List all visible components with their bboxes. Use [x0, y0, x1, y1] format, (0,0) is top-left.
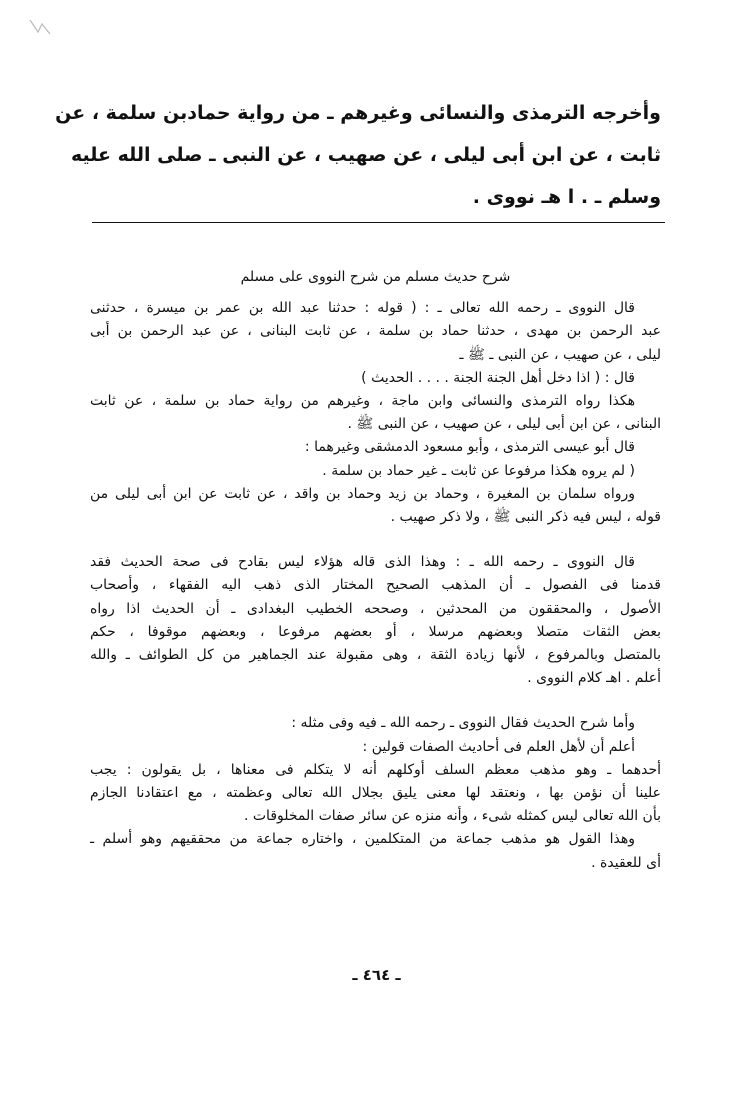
- text-line: قال النووى ـ رحمه الله ـ : وهذا الذى قاله هؤلاء ليس بقادح فى صحة الحديث فقد: [90, 554, 635, 571]
- top-line-1: وأخرجه الترمذى والنسائى وغيرهم ـ من رواية حمادبن سلمة ، عن: [55, 102, 661, 124]
- text-line: قال : ( اذا دخل أهل الجنة الجنة . . . . الحديث ): [361, 369, 635, 386]
- top-text-block: [55, 92, 661, 218]
- paragraph-3: [90, 712, 661, 874]
- top-line-3: وسلم ـ . ا هـ نووى .: [472, 186, 661, 208]
- text-line: البنانى ، عن ابن أبى ليلى ، عن صهيب ، عن النبى ﷺ .: [347, 416, 661, 433]
- text-line: قال النووى ـ رحمه الله تعالى ـ : ( قوله : حدثنا عبد الله بن عمر بن ميسرة ، حدثنى: [90, 300, 635, 317]
- text-line: قوله ، ليس فيه ذكر النبى ﷺ ، ولا ذكر صهيب .: [390, 509, 661, 526]
- text-line: علينا أن نؤمن بها ، ونعتقد لها معنى يليق بجلال الله تعالى وعظمته ، مع اعتقادنا الجازم: [90, 785, 661, 802]
- text-line: وهذا القول هو مذهب جماعة من المتكلمين ، واختاره جماعة من محققيهم وهو أسلم ـ: [90, 831, 635, 848]
- text-line: بأن الله تعالى ليس كمثله شىء ، وأنه منزه عن سائر صفات المخلوقات .: [243, 808, 661, 825]
- scan-corner-mark: [28, 16, 56, 38]
- section-heading: شرح حديث مسلم من شرح النووى على مسلم: [240, 269, 511, 285]
- paragraph-1: [90, 297, 661, 529]
- text-line: أى للعقيدة .: [591, 854, 661, 871]
- text-line: عبد الرحمن بن مهدى ، حدثنا حماد بن سلمة ، عن ثابت البنانى ، عن عبد الرحمن بن أبى: [90, 323, 661, 340]
- divider-rule: [92, 222, 665, 223]
- text-line: وأما شرح الحديث فقال النووى ـ رحمه الله ـ فيه وفى مثله :: [291, 715, 635, 732]
- text-line: قدمنا فى الفصول ـ أن المذهب الصحيح المختار الذى ذهب اليه الفقهاء ، وأصحاب: [90, 577, 661, 594]
- page-number: ـ ٤٦٤ ـ: [352, 966, 401, 984]
- text-line: الأصول ، والمحققون من المحدثين ، وصححه الخطيب البغدادى ـ أن الحديث اذا رواه: [90, 600, 661, 617]
- text-line: قال أبو عيسى الترمذى ، وأبو مسعود الدمشقى وغيرهما :: [304, 439, 635, 456]
- text-line: هكذا رواه الترمذى والنسائى وابن ماجة ، وغيرهم من رواية حماد بن سلمة ، عن ثابت: [90, 393, 635, 410]
- paragraph-2: [90, 551, 661, 690]
- text-line: ( لم يروه هكذا مرفوعا عن ثابت ـ غير حماد بن سلمة .: [322, 462, 635, 479]
- text-line: ورواه سلمان بن المغيرة ، وحماد بن زيد وحماد بن واقد ، عن ثابت عن ابن أبى ليلى من: [90, 485, 635, 502]
- commentary-section: [90, 266, 661, 875]
- text-line: بالمتصل وبالمرفوع ، لأنها زيادة الثقة ، وهى مقبولة عند الجماهير من كل الطوائف ـ والله: [90, 647, 661, 664]
- text-line: ليلى ، عن صهيب ، عن النبى ـ ﷺ ـ: [459, 346, 661, 363]
- text-line: أعلم أن لأهل العلم فى أحاديث الصفات قولين :: [362, 738, 635, 755]
- text-line: بعض الثقات متصلا وبعضهم مرسلا ، أو بعضهم مرفوعا ، وبعضهم موقوفا ، حكم: [90, 623, 661, 640]
- top-line-2: ثابت ، عن ابن أبى ليلى ، عن صهيب ، عن النبى ـ صلى الله عليه: [70, 144, 661, 166]
- text-line: أعلم . اهـ كلام النووى .: [527, 670, 661, 687]
- text-line: أحدهما ـ وهو مذهب معظم السلف أوكلهم أنه لا يتكلم فى معناها ، بل يقولون : يجب: [90, 761, 661, 778]
